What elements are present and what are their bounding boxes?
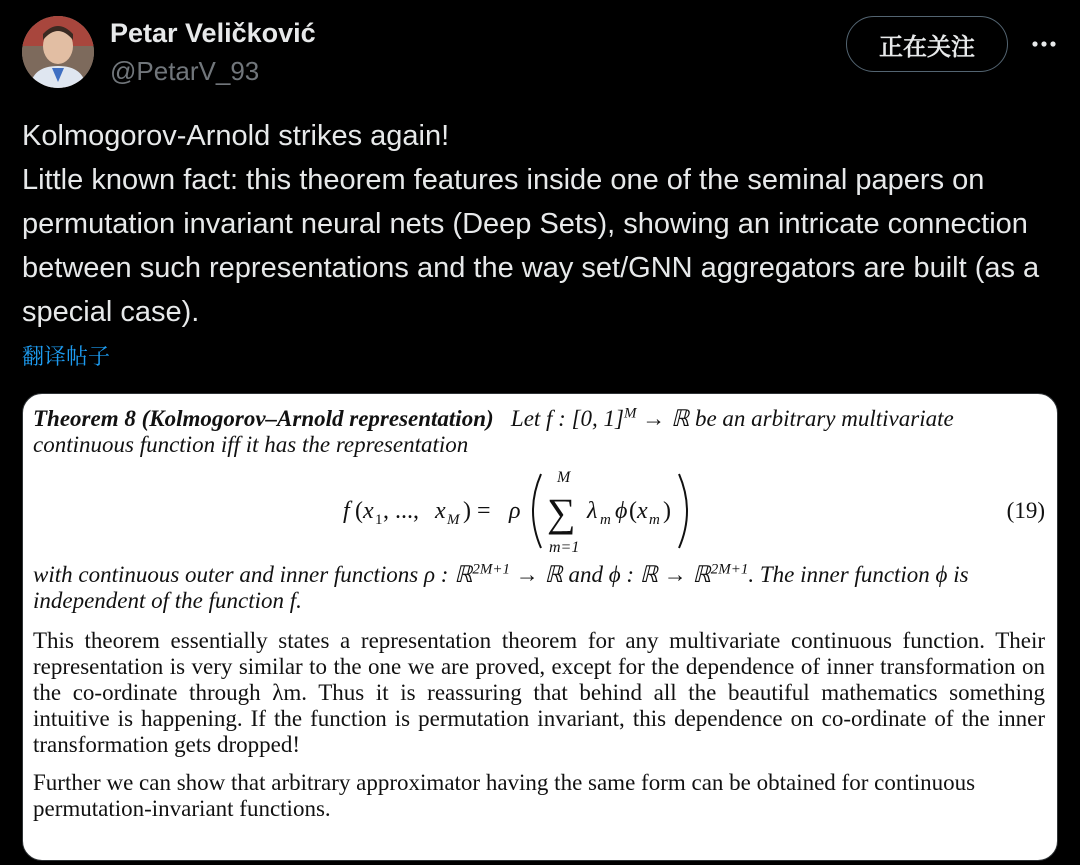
svg-text:M: M [447, 512, 460, 528]
author-name[interactable]: Petar Veličković [110, 18, 316, 48]
svg-text:λ: λ [587, 498, 598, 524]
svg-text:m: m [649, 512, 660, 528]
avatar-photo [22, 16, 94, 88]
svg-text:(: ( [355, 498, 363, 524]
paragraph-2: Further we can show that arbitrary approximator having the same form can be obtained for continuous permutation-invariant functions. [33, 770, 976, 821]
svg-text:): ) [663, 498, 671, 524]
svg-text:x: x [363, 498, 374, 524]
paragraph-1: This theorem essentially states a representation theorem for any multivariate continuous function. Their representation is very similar to the one we are proved, except for the dependence of inner transformation on the co-ordinate through λm. Thus it is reassuring that behind all the beautiful mathematics something intuitive is happening. If the function is permutation invariant, this dependence on co-ordinate of the inner transformation gets dropped! [33, 628, 1045, 757]
svg-text:∑: ∑ [547, 490, 576, 535]
after-eq-b-exp: 2M+1 [710, 561, 749, 578]
svg-text:(: ( [629, 498, 637, 524]
author-handle[interactable]: @PetarV_93 [110, 56, 260, 86]
svg-text:ρ: ρ [509, 498, 521, 524]
theorem-continuation [33, 562, 1045, 614]
equation-formula [343, 464, 763, 558]
statement-exp: M [624, 405, 637, 422]
statement-start: Let f : [0, 1] [510, 406, 624, 431]
avatar[interactable] [22, 16, 94, 88]
theorem-label: Theorem 8 (Kolmogorov–Arnold representation) [33, 406, 494, 431]
tweet-line-1: Kolmogorov-Arnold strikes again! [22, 120, 450, 152]
following-button[interactable]: 正在关注 [846, 16, 1008, 72]
more-horizontal-icon[interactable] [1022, 22, 1066, 66]
tweet-line-2: Little known fact: this theorem features inside one of the seminal papers on permutation invariant neural nets (Deep Sets), showing an intricate connection between such representations and the way set/GNN aggregators are built (as a special case). [22, 164, 1040, 328]
equation-number: (19) [1006, 498, 1045, 523]
svg-text:1: 1 [375, 512, 383, 528]
equation-19 [33, 464, 1045, 558]
after-eq-c: . The inner function ϕ is independent of the function f. [33, 562, 969, 613]
svg-text:f: f [343, 498, 350, 524]
after-eq-a: with continuous outer and inner functions ρ : ℝ [33, 562, 473, 587]
svg-text:m: m [600, 512, 611, 528]
sum-upper: M [557, 469, 571, 486]
translate-post-link[interactable]: 翻译帖子 [22, 345, 111, 370]
statement-end: → ℝ be an arbitrary multivariate continuous function iff it has the representation [33, 406, 954, 457]
after-eq-b: → ℝ and ϕ : ℝ → ℝ [510, 562, 711, 587]
svg-text:x: x [637, 498, 648, 524]
svg-text:, ...,: , ..., [383, 498, 419, 524]
tweet-text [22, 114, 1062, 334]
attached-image[interactable] [22, 393, 1058, 861]
svg-text:) =: ) = [463, 498, 491, 524]
after-eq-a-exp: 2M+1 [472, 561, 511, 578]
svg-text:ϕ: ϕ [615, 498, 628, 524]
theorem-statement [33, 406, 1045, 458]
paper-excerpt [33, 406, 1045, 822]
sum-lower: m=1 [549, 539, 580, 556]
svg-text:x: x [435, 498, 446, 524]
